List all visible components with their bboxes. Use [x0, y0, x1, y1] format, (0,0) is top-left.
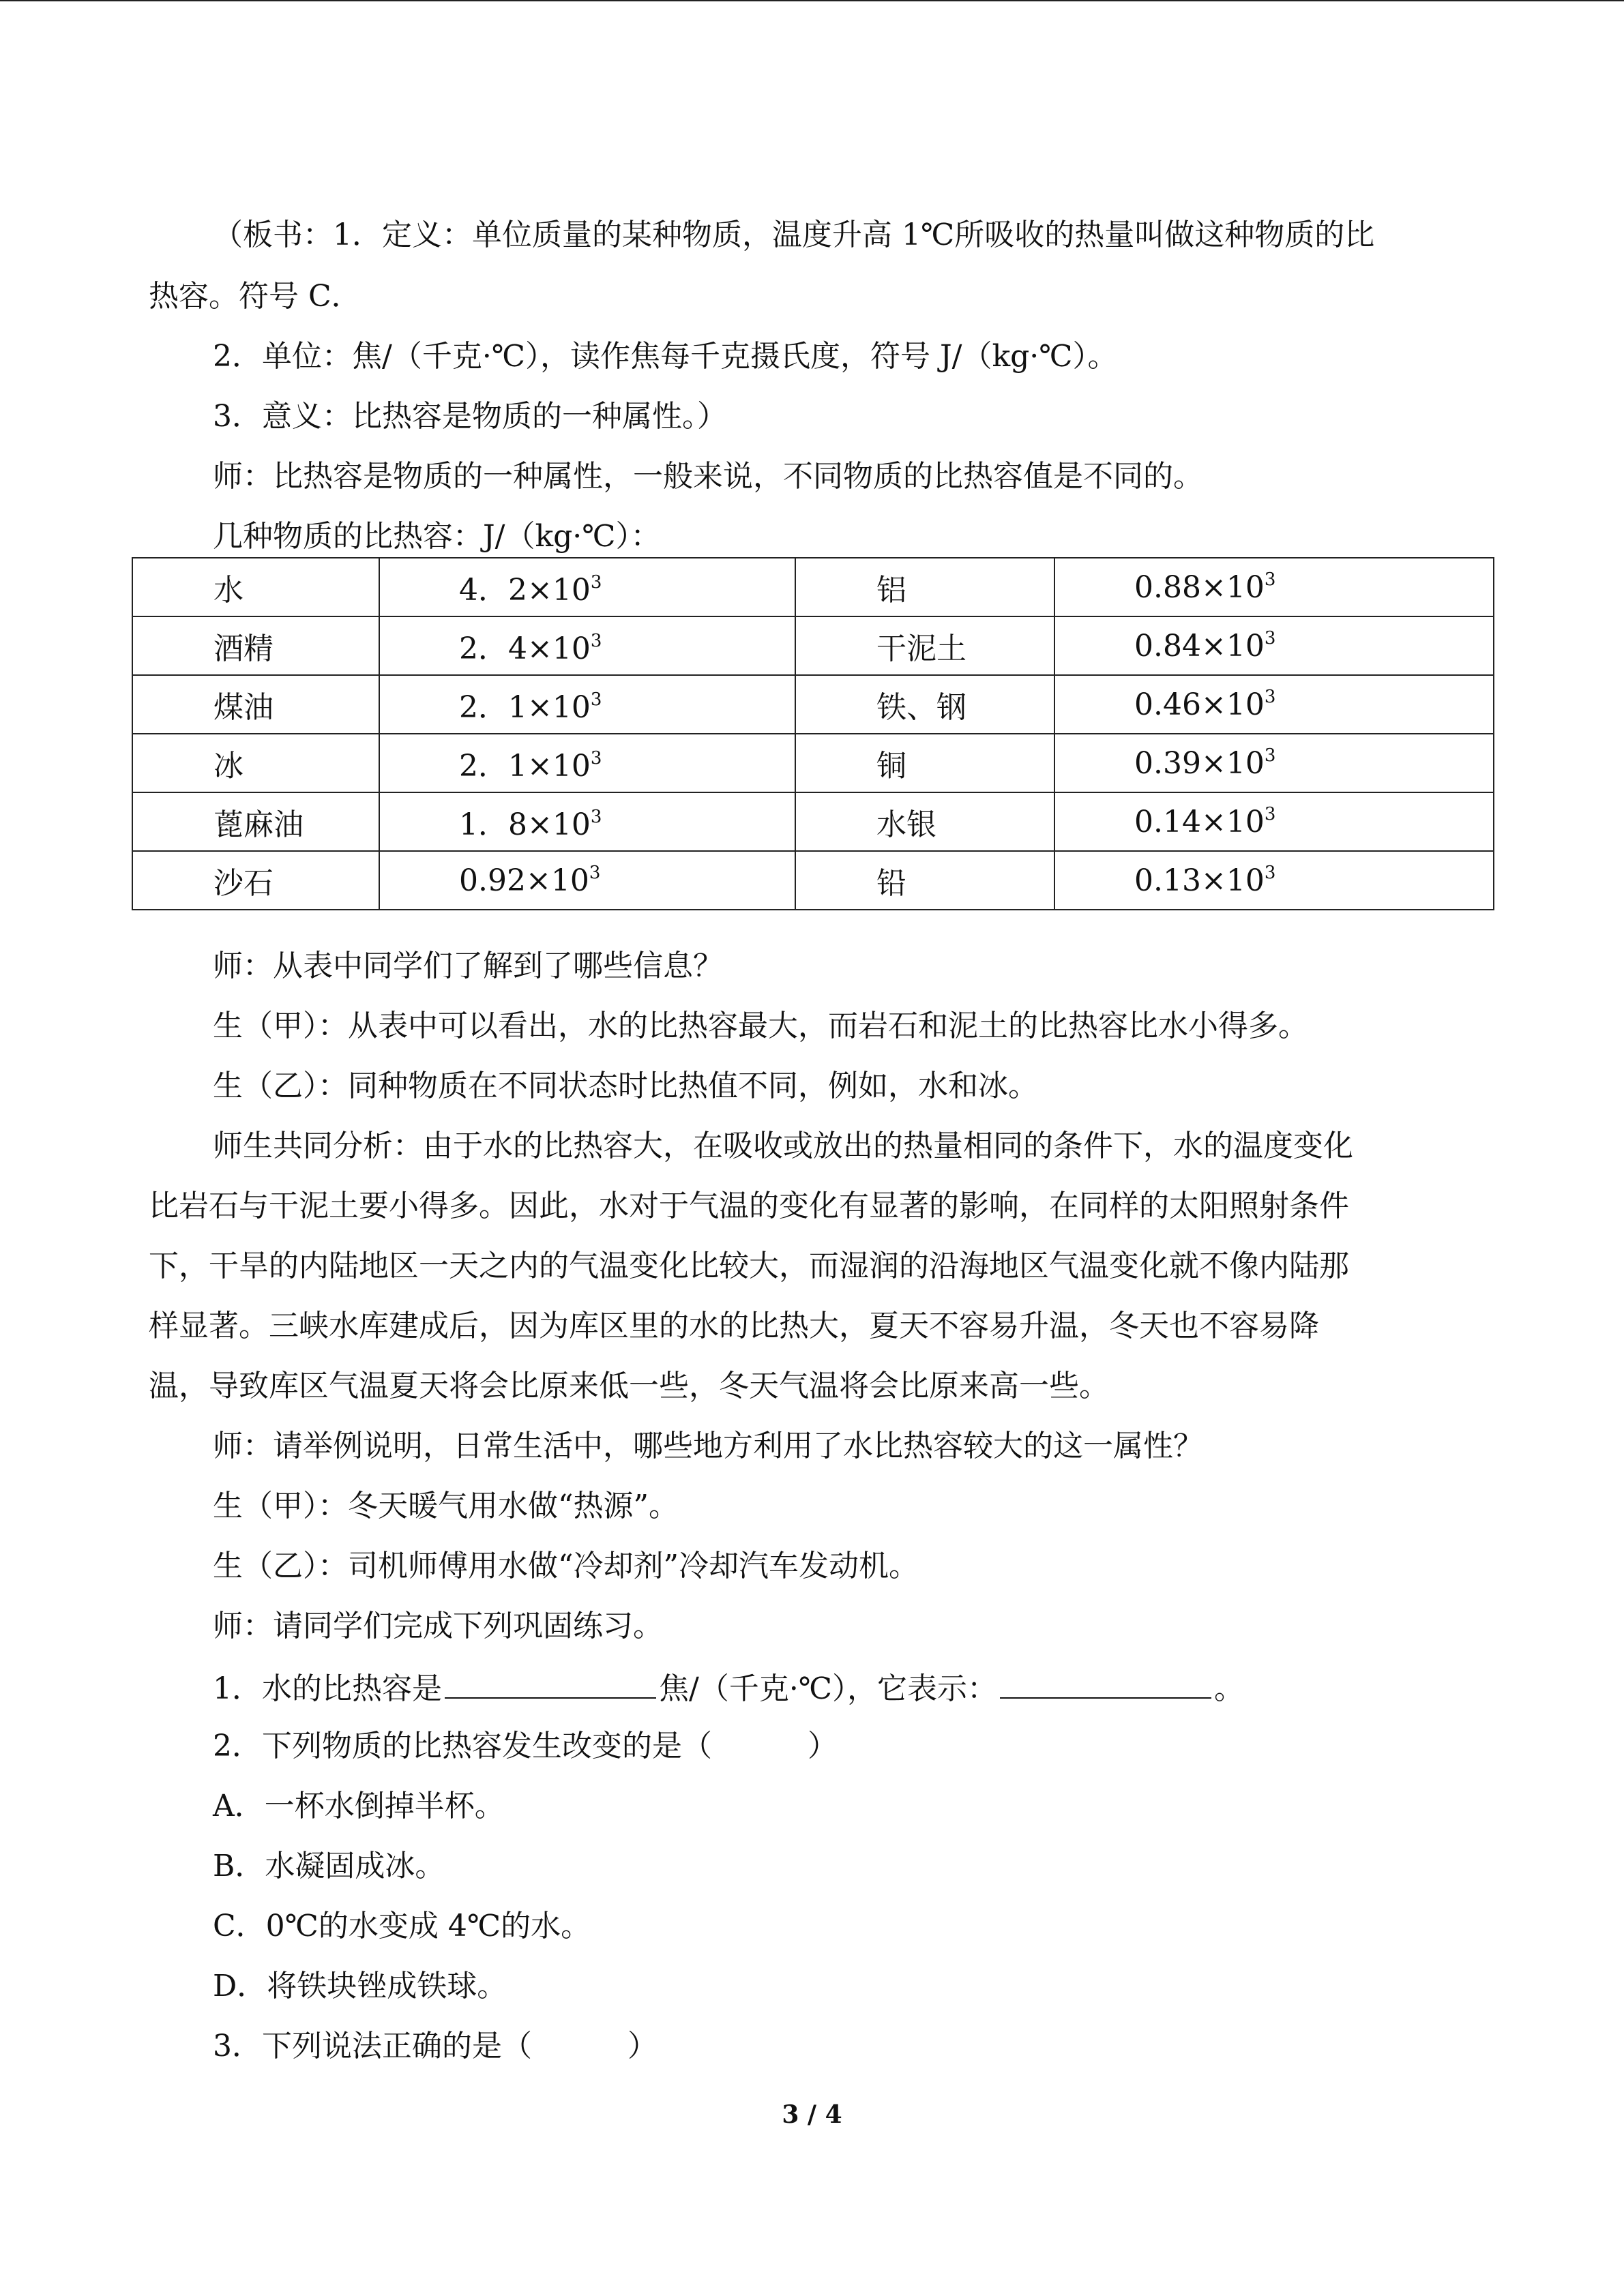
exercise-3: 3．下列说法正确的是（ ）: [213, 2029, 658, 2063]
page-number: 3 / 4: [782, 2100, 842, 2129]
substance-name: 冰: [132, 734, 379, 792]
exercise-2-option-c: C．0℃的水变成 4℃的水。: [213, 1909, 591, 1943]
analysis-line3: 下，干旱的内陆地区一天之内的气温变化比较大，而湿润的沿海地区气温变化就不像内陆那: [149, 1249, 1349, 1283]
substance-value: $0.39\times 10^3$: [1054, 734, 1494, 792]
exercise-2-option-a: A．一杯水倒掉半杯。: [213, 1789, 505, 1823]
substance-value: 2．$1\times 10^3$: [379, 734, 795, 792]
substance-value: $0.92\times 10^3$: [379, 851, 795, 910]
specific-heat-table: [132, 557, 1494, 910]
paragraph-teacher-property: 师：比热容是物质的一种属性，一般来说，不同物质的比热容值是不同的。: [213, 459, 1203, 494]
dialogue-teacher-exercise: 师：请同学们完成下列巩固练习。: [213, 1609, 663, 1643]
dialogue-student-a-heat: 生（甲）：冬天暖气用水做“热源”。: [213, 1489, 679, 1523]
dialogue-teacher-examples: 师：请举例说明，日常生活中，哪些地方利用了水比热容较大的这一属性？: [213, 1429, 1203, 1463]
substance-name: 干泥土: [795, 616, 1054, 675]
substance-name: 铝: [795, 558, 1054, 616]
page-top-border: [0, 0, 1624, 1]
substance-name: 铅: [795, 851, 1054, 910]
analysis-line2: 比岩石与干泥土要小得多。因此，水对于气温的变化有显著的影响，在同样的太阳照射条件: [149, 1189, 1349, 1223]
analysis-line1: 师生共同分析：由于水的比热容大，在吸收或放出的热量相同的条件下，水的温度变化: [213, 1129, 1353, 1163]
paragraph-unit: 2．单位：焦/（千克·℃），读作焦每千克摄氏度，符号 J/（kg·℃）。: [213, 339, 1118, 374]
substance-name: 蓖麻油: [132, 792, 379, 851]
substance-name: 水: [132, 558, 379, 616]
substance-name: 沙石: [132, 851, 379, 910]
table-row: [132, 792, 1494, 851]
substance-name: 铁、钢: [795, 675, 1054, 734]
substance-name: 酒精: [132, 616, 379, 675]
table-caption: 几种物质的比热容：J/（kg·℃）：: [213, 519, 661, 554]
dialogue-student-b: 生（乙）：同种物质在不同状态时比热值不同，例如，水和冰。: [213, 1069, 1038, 1103]
substance-value: 2．$4\times 10^3$: [379, 616, 795, 675]
table-row: [132, 675, 1494, 734]
exercise-2-option-b: B．水凝固成冰。: [213, 1849, 445, 1883]
exercise-1: 1．水的比热容是 焦/（千克·℃），它表示： 。: [0, 1666, 1624, 1710]
substance-value: $0.84\times 10^3$: [1054, 616, 1494, 675]
answer-blank: [1000, 1666, 1211, 1699]
paragraph-meaning: 3．意义：比热容是物质的一种属性。）: [213, 399, 727, 434]
substance-value: 2．$1\times 10^3$: [379, 675, 795, 734]
substance-name: 铜: [795, 734, 1054, 792]
paragraph-definition-line1: （板书：1．定义：单位质量的某种物质，温度升高 1℃所吸收的热量叫做这种物质的比: [213, 218, 1375, 252]
table-row: [132, 558, 1494, 616]
substance-value: 1．$8\times 10^3$: [379, 792, 795, 851]
table-row: [132, 851, 1494, 910]
dialogue-student-a: 生（甲）：从表中可以看出，水的比热容最大，而岩石和泥土的比热容比水小得多。: [213, 1009, 1308, 1043]
exercise-2-option-d: D．将铁块锉成铁球。: [213, 1969, 507, 2003]
table-row: [132, 616, 1494, 675]
exercise-2: 2．下列物质的比热容发生改变的是（ ）: [213, 1729, 838, 1763]
substance-name: 煤油: [132, 675, 379, 734]
analysis-line5: 温，导致库区气温夏天将会比原来低一些，冬天气温将会比原来高一些。: [149, 1369, 1109, 1403]
dialogue-student-b-coolant: 生（乙）：司机师傅用水做“冷却剂”冷却汽车发动机。: [213, 1549, 919, 1583]
substance-name: 水银: [795, 792, 1054, 851]
table-row: [132, 734, 1494, 792]
answer-blank: [445, 1666, 656, 1699]
substance-value: 4．$2\times 10^3$: [379, 558, 795, 616]
substance-value: $0.14\times 10^3$: [1054, 792, 1494, 851]
analysis-line4: 样显著。三峡水库建成后，因为库区里的水的比热大，夏天不容易升温，冬天也不容易降: [149, 1309, 1319, 1343]
dialogue-teacher-question: 师：从表中同学们了解到了哪些信息？: [213, 949, 723, 983]
substance-value: $0.46\times 10^3$: [1054, 675, 1494, 734]
substance-value: $0.13\times 10^3$: [1054, 851, 1494, 910]
substance-value: $0.88\times 10^3$: [1054, 558, 1494, 616]
paragraph-definition-line2: 热容。符号 C．: [149, 279, 361, 314]
